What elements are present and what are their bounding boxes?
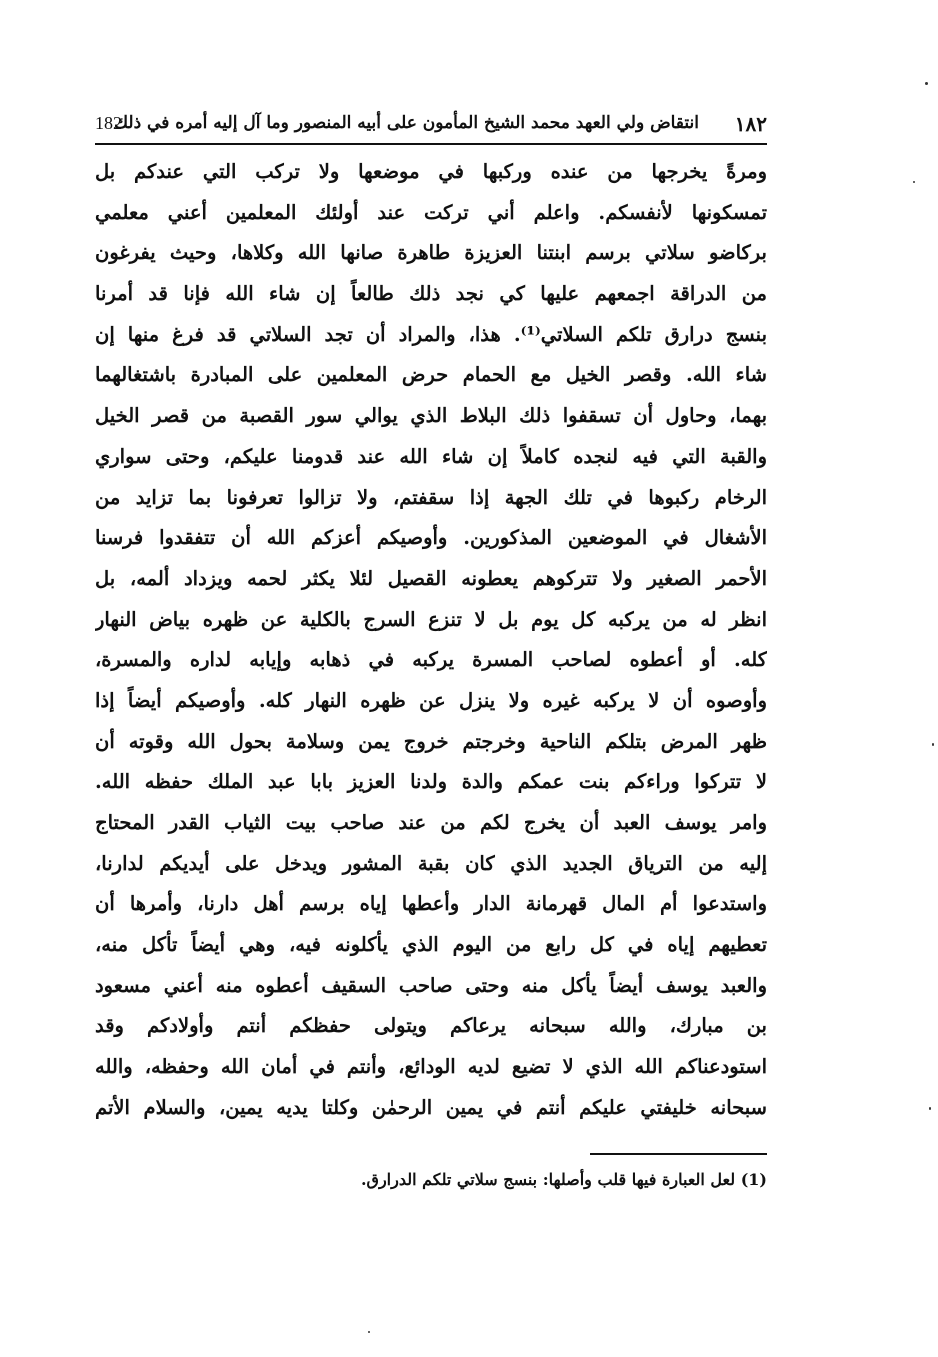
footnote: (1) لعل العبارة فيها قلب وأصلها: بنسج سلاتي تلكم الدرارق.: [360, 1170, 767, 1189]
page-number-arabic: ١٨٢: [734, 112, 767, 136]
text-line: وامر يوسف العبد أن يخرج لكم من عند صاحب بيت الثياب القدر المحتاج: [95, 811, 767, 834]
text-line: تمسكونها لأنفسكم. واعلم أني تركت عند أولئك المعلمين أعني معلمي: [95, 200, 767, 224]
scan-speck: [932, 743, 934, 746]
body-text: [95, 152, 767, 1129]
text-line: انظر له من يركبه كل يوم بل لا تنزع السرج بالكلية عن ظهره بياض النهار: [95, 607, 767, 631]
scan-speck: [925, 82, 928, 85]
text-line: سبحانه خليفتي عليكم أنتم في يمين الرحمٰن وكلتا يديه يمين، والسلام الأتم: [95, 1095, 767, 1119]
page-number-latin: 182: [95, 113, 122, 133]
text-line: شاء الله. وقصر الخيل مع الحمام حرض المعلمين على المبادرة باشتغالهما: [95, 363, 767, 387]
text-line: لا تتركوا وراءكم بنت عمكم والدة ولدنا العزيز بابا عبد الملك حفظه الله.: [95, 770, 767, 794]
scan-speck: [368, 1331, 370, 1333]
text-line: ظهر المرض بتلكم الناحية وخرجتم خروج يمن وسلامة بحول الله وقوته أن: [95, 729, 767, 753]
text-line: كله. أو أعطوه لصاحب المسرة يركبه في ذهابه وإيابه لداره والمسرة،: [95, 648, 767, 672]
running-title: انتقاض ولي العهد محمد الشيخ المأمون على أبيه المنصور وما آل إليه أمره في ذلك: [114, 113, 699, 133]
text-line: الرخام ركبوها في تلك الجهة إذا سقفتم، ولا تزالوا تعرفونا بما تزايد من: [95, 485, 767, 509]
text-line: ومرةً يخرجها من عنده وركبها في موضعها ولا تركب التي عندكم بل: [95, 160, 767, 183]
scan-speck: [913, 181, 915, 183]
text-line: بركاضو سلاتي برسم ابنتنا العزيزة طاهرة صانها الله وكلاها، وحيث يفرغون: [95, 241, 767, 265]
text-line: تعطيهم إياه في كل رابع من اليوم الذي يأكلونه فيه، وهي أيضاً تأكل منه،: [95, 933, 767, 957]
scan-speck: [929, 1107, 931, 1110]
text-line: استودعناكم الله الذي لا تضيع لديه الودائع، وأنتم في أمان الله وحفظه، والله: [95, 1055, 767, 1079]
text-line: الأحمر الصغير ولا تتركوهم يعطونه القصيل لئلا يكثر لحمه ويزداد ألمه، بل: [95, 566, 767, 590]
text-line: من الدراقة اجمعهم عليها كي نجد ذلك طالعاً إن شاء الله فإنا قد أمرنا: [95, 282, 767, 306]
text-line: بنسج درارق تلكم السلاتي⁽¹⁾. هذا، والمراد أن تجد السلاتي قد فرغ منها إن: [95, 322, 767, 346]
text-line: واستدعوا أم المال قهرمانة الدار وأعطها إياه برسم أهل دارنا، وأمرها أن: [95, 892, 767, 916]
page-header: [95, 108, 767, 140]
text-line: الأشغال في الموضعين المذكورين. وأوصيكم أعزكم الله أن تتفقدوا فرسنا: [95, 526, 767, 550]
text-line: إليه من الترياق الجديد الذي كان بقبة المشور ويدخل على أيديكم لدارنا،: [95, 851, 767, 875]
text-line: وأوصوه أن لا يركبه غيره ولا ينزل عن ظهره النهار كله. وأوصيكم أيضاً إذا: [95, 688, 767, 712]
text-line: والعبد يوسف أيضاً يأكل منه وحتى صاحب السقيف أعطوه منه أعني مسعود: [95, 973, 767, 997]
text-line: بن مبارك، والله سبحانه يرعاكم ويتولى حفظكم أنتم وأولادكم وقد: [95, 1014, 767, 1038]
text-line: والقبة التي فيه لنجده كاملاً إن شاء الله عند قدومنا عليكم، وحتى سواري: [95, 444, 767, 468]
header-rule: [95, 143, 767, 145]
footnote-rule: [590, 1153, 767, 1155]
text-line: بهما، وحاول أن تسقفوا ذلك البلاط الذي يوالي سور القصبة من قصر الخيل: [95, 404, 767, 428]
